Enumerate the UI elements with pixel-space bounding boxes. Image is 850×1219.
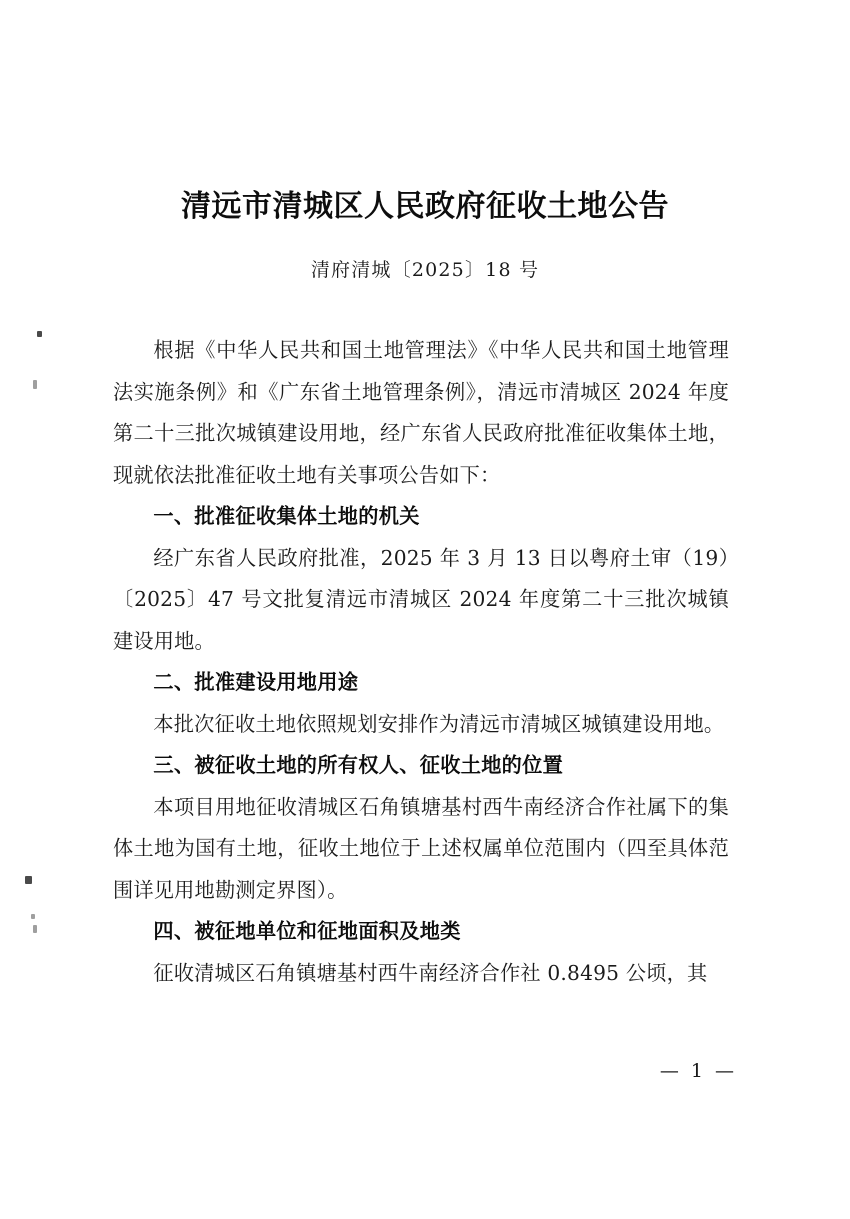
page-number: — 1 — [659, 1060, 737, 1082]
scan-artifact-mark [33, 925, 37, 933]
intro-paragraph: 根据《中华人民共和国土地管理法》《中华人民共和国土地管理法实施条例》和《广东省土地管理条例》，清远市清城区 2024 年度第二十三批次城镇建设用地，经广东省人民政府批准征收集体土地，现就依法批准征收土地有关事项公告如下： [113, 338, 729, 487]
section-heading-4: 四、被征地单位和征地面积及地类 [153, 919, 461, 943]
section-text-3: 本项目用地征收清城区石角镇塘基村西牛南经济合作社属下的集体土地为国有土地，征收土地位于上述权属单位范围内（四至具体范围详见用地勘测定界图）。 [113, 794, 729, 902]
section-heading-3: 三、被征收土地的所有权人、征收土地的位置 [153, 753, 564, 777]
scan-artifact-mark [25, 876, 32, 884]
scan-artifact-mark [33, 380, 37, 389]
section-text-2: 本批次征收土地依照规划安排作为清远市清城区城镇建设用地。 [153, 711, 725, 736]
scan-artifact-mark [31, 914, 35, 919]
section-heading-2: 二、批准建设用地用途 [153, 670, 359, 694]
section-text-4: 征收清城区石角镇塘基村西牛南经济合作社 0.8495 公顷，其 [153, 960, 708, 985]
document-number: 清府清城〔2025〕18 号 [310, 259, 540, 281]
section-text-1: 经广东省人民政府批准，2025 年 3 月 13 日以粤府土审（19）〔2025〕47 号文批复清远市清城区 2024 年度第二十三批次城镇建设用地。 [113, 545, 729, 653]
scan-artifact-mark [37, 331, 42, 337]
document-body [113, 330, 729, 994]
section-heading-1: 一、批准征收集体土地的机关 [153, 504, 420, 528]
document-title: 清远市清城区人民政府征收土地公告 [181, 189, 669, 225]
